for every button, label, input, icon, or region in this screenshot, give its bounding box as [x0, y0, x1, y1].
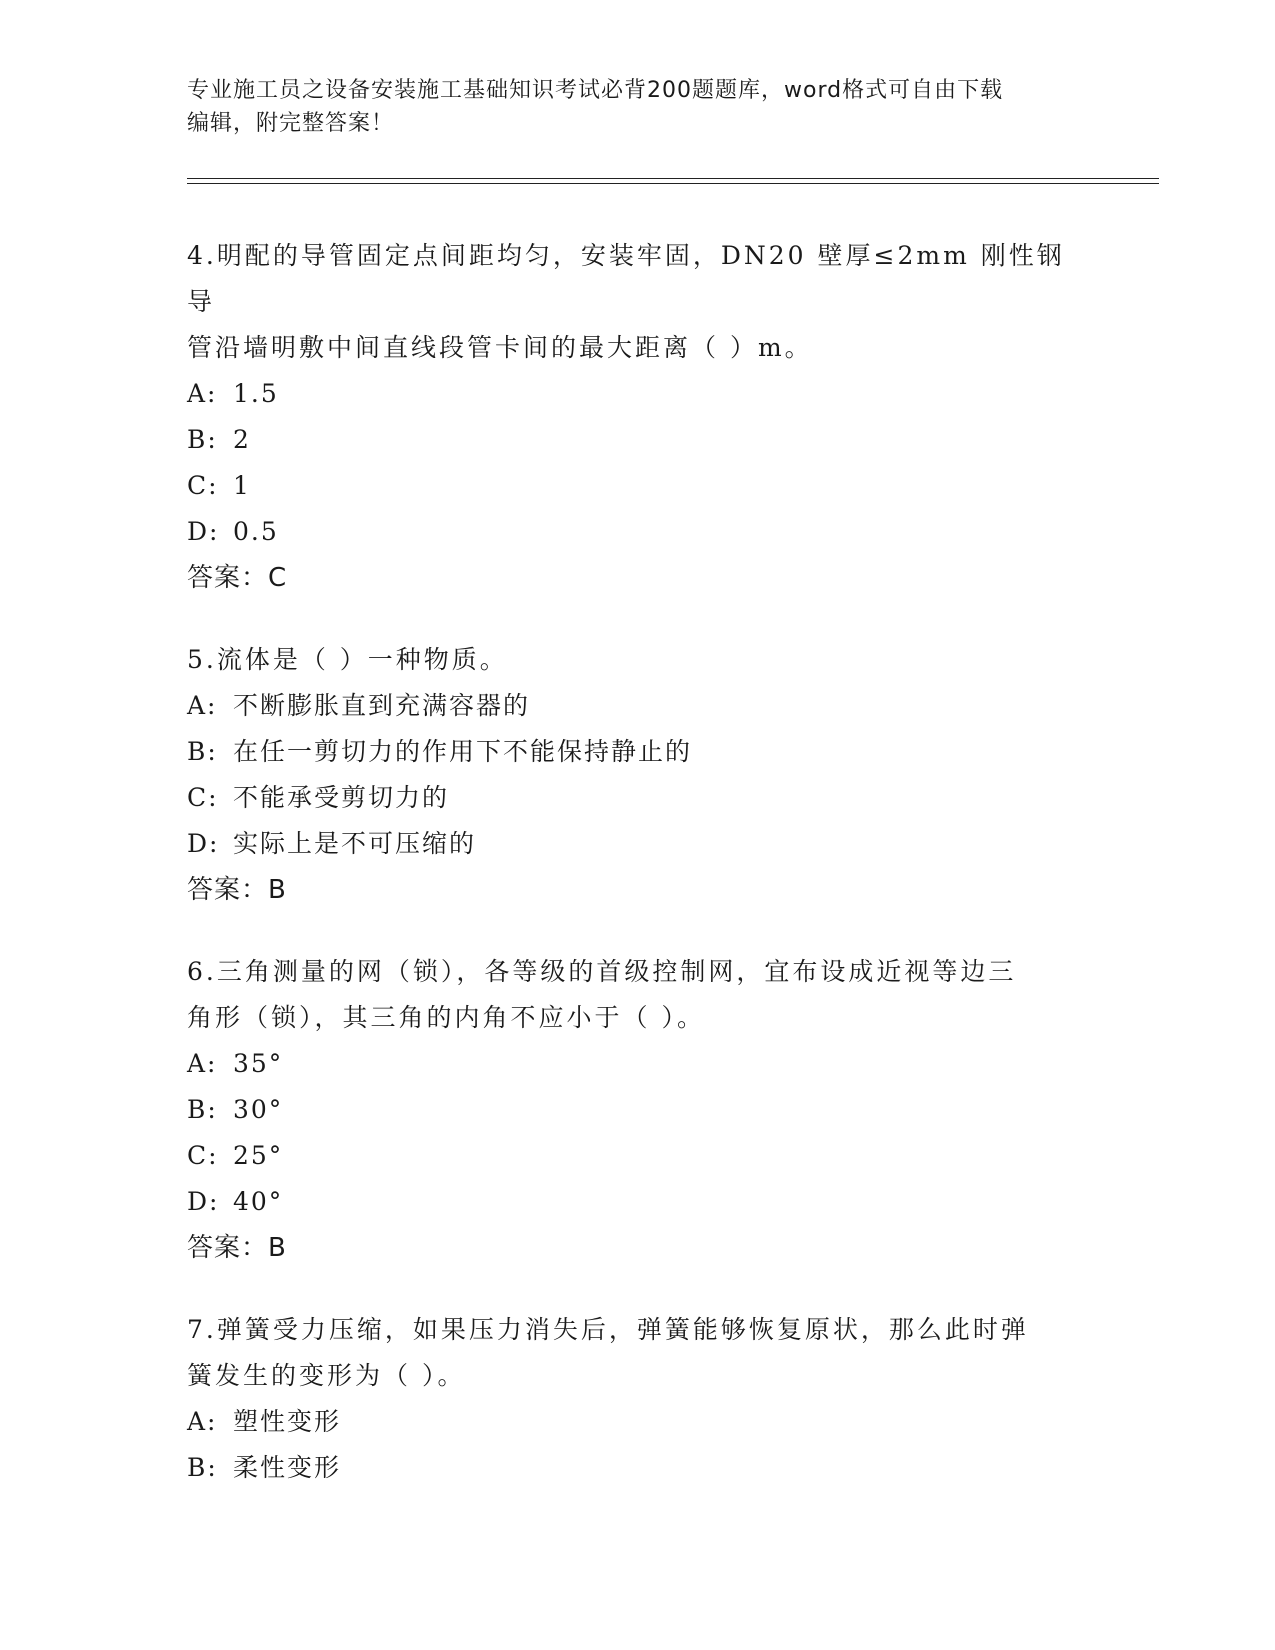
- option-key: B:: [187, 737, 218, 766]
- option-value: 1.5: [233, 379, 279, 408]
- option-a: [187, 1041, 1067, 1087]
- option-key: B:: [187, 425, 218, 454]
- option-a: [187, 371, 1067, 417]
- option-value: 0.5: [233, 517, 279, 546]
- answer-label: 答案：B: [187, 1233, 287, 1263]
- option-key: C:: [187, 783, 219, 812]
- option-value: 不能承受剪切力的: [233, 783, 450, 812]
- option-value: 1: [233, 471, 251, 500]
- option-key: B:: [187, 1095, 218, 1124]
- option-key: A:: [187, 1407, 218, 1436]
- option-value: 25°: [233, 1141, 284, 1170]
- option-d: [187, 821, 1067, 867]
- question-7: [187, 1307, 1067, 1491]
- option-c: [187, 775, 1067, 821]
- option-value: 在任一剪切力的作用下不能保持静止的: [233, 737, 693, 766]
- question-text-line: 5.流体是（ ）一种物质。: [187, 645, 508, 674]
- document-header: [187, 74, 1087, 140]
- option-key: D:: [187, 517, 220, 546]
- option-key: C:: [187, 471, 219, 500]
- header-rule-bottom: [187, 183, 1159, 184]
- option-b: [187, 1087, 1067, 1133]
- option-key: D:: [187, 829, 220, 858]
- option-key: A:: [187, 1049, 218, 1078]
- question-text-line: 管沿墙明敷中间直线段管卡间的最大距离（ ）m。: [187, 333, 813, 362]
- header-rule-top: [187, 178, 1159, 179]
- option-value: 35°: [233, 1049, 284, 1078]
- question-text-line: 7.弹簧受力压缩，如果压力消失后，弹簧能够恢复原状，那么此时弹: [187, 1315, 1029, 1344]
- question-6: [187, 949, 1067, 1271]
- option-b: [187, 729, 1067, 775]
- option-c: [187, 463, 1067, 509]
- option-key: A:: [187, 691, 218, 720]
- option-a: [187, 683, 1067, 729]
- option-a: [187, 1399, 1067, 1445]
- answer-label: 答案：B: [187, 875, 287, 905]
- option-d: [187, 509, 1067, 555]
- option-value: 不断膨胀直到充满容器的: [233, 691, 531, 720]
- option-value: 30°: [233, 1095, 284, 1124]
- header-line-1: 专业施工员之设备安装施工基础知识考试必背200题题库，word格式可自由下载: [187, 78, 1004, 103]
- question-text-line: 角形（锁），其三角的内角不应小于（ ）。: [187, 1003, 705, 1032]
- option-key: C:: [187, 1141, 219, 1170]
- header-line-2: 编辑，附完整答案！: [187, 111, 395, 136]
- answer-label: 答案：C: [187, 563, 288, 593]
- option-value: 实际上是不可压缩的: [233, 829, 477, 858]
- option-value: 塑性变形: [233, 1407, 342, 1436]
- option-value: 2: [233, 425, 251, 454]
- option-key: B:: [187, 1453, 218, 1482]
- question-4: [187, 233, 1067, 601]
- option-b: [187, 417, 1067, 463]
- question-text-line: 4.明配的导管固定点间距均匀，安装牢固，DN20 壁厚≤2mm 刚性钢导: [187, 241, 1065, 316]
- question-list: [187, 233, 1067, 1527]
- option-c: [187, 1133, 1067, 1179]
- option-key: D:: [187, 1187, 220, 1216]
- question-5: [187, 637, 1067, 913]
- option-b: [187, 1445, 1067, 1491]
- option-key: A:: [187, 379, 218, 408]
- question-text-line: 6.三角测量的网（锁），各等级的首级控制网，宜布设成近视等边三: [187, 957, 1017, 986]
- option-value: 柔性变形: [233, 1453, 342, 1482]
- option-d: [187, 1179, 1067, 1225]
- option-value: 40°: [233, 1187, 284, 1216]
- question-text-line: 簧发生的变形为（ ）。: [187, 1361, 466, 1390]
